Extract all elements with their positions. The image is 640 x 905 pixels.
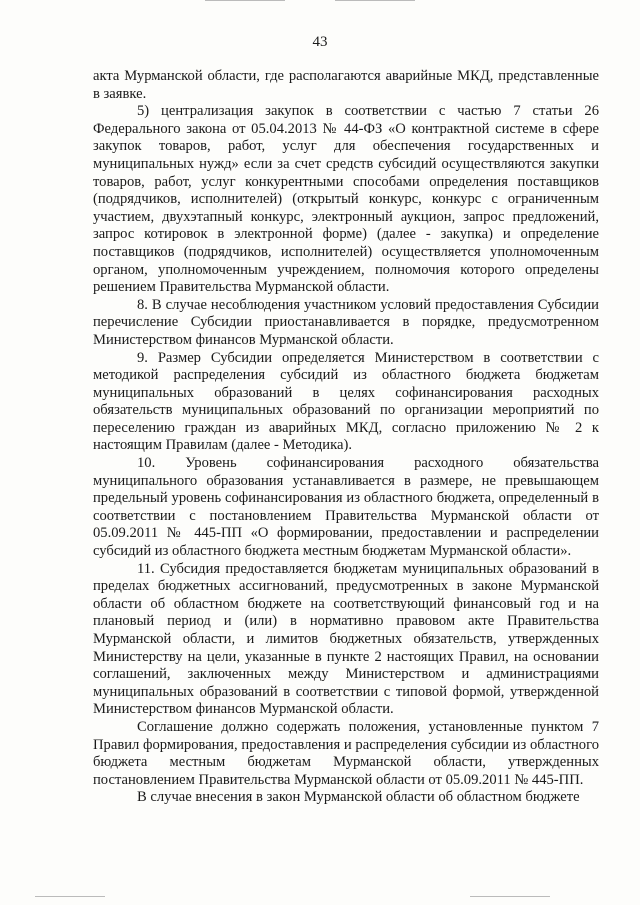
paragraph-final: В случае внесения в закон Мурманской области об областном бюджете (137, 789, 580, 806)
scan-edge-bottom-left (35, 896, 105, 897)
scan-edge-bottom-right (470, 896, 550, 897)
paragraph-clause-9: 9. Размер Субсидии определяется Министерством в соответствии с методикой распределения субсидий из областного бюджета бюджетам муниципальных образований в целях софинансирования расходных обязательств муниципальных образований по организации мероприятий по переселению граждан из аварийных МКД, согласно приложению № 2 к настоящим Правилам (далее - Методика). (93, 349, 599, 454)
paragraph-continuation: акта Мурманской области, где располагаются аварийные МКД, представленные в заявке. (93, 68, 599, 102)
scan-edge-top-left (205, 0, 285, 1)
paragraph-clause-11: 11. Субсидия предоставляется бюджетам муниципальных образований в пределах бюджетных ассигнований, предусмотренных в законе Мурманской области об областном бюджете на соответствующий финансовый год и на плановый период и (или) в нормативно правовом акте Правительства Мурманской области, и лимитов бюджетных обязательств, утвержденных Министерству на цели, указанные в пункте 2 настоящих Правил, на основании соглашений, заключенных между Министерством и администрациями муниципальных образований в соответствии с типовой формой, утвержденной Министерством финансов Мурманской области. (93, 560, 599, 718)
document-body (93, 68, 599, 807)
paragraph-agreement: Соглашение должно содержать положения, установленные пунктом 7 Правил формирования, предоставления и распределения субсидии из областного бюджета местным бюджетам Мурманской области, утвержденных постановлением Правительства Мурманской области от 05.09.2011 № 445-ПП. (93, 718, 599, 788)
scan-edge-top-right (335, 0, 415, 1)
page-number: 43 (312, 34, 328, 50)
paragraph-clause-10: 10. Уровень софинансирования расходного обязательства муниципального образования устанавливается в размере, не превышающем предельный уровень софинансирования из областного бюджета, определенный в соответствии с постановлением Правительства Мурманской области от 05.09.2011 № 445-ПП «О формировании, предоставлении и распределении субсидий из областного бюджета местным бюджетам Мурманской области». (93, 455, 599, 560)
paragraph-item-5: 5) централизация закупок в соответствии с частью 7 статьи 26 Федерального закона от 05.04.2013 № 44-ФЗ «О контрактной системе в сфере закупок товаров, работ, услуг для обеспечения государственных и муниципальных нужд» если за счет средств субсидий осуществляются закупки товаров, работ, услуг конкурентными способами определения поставщиков (подрядчиков, исполнителей) (открытый конкурс, конкурс с ограниченным участием, двухэтапный конкурс, электронный аукцион, запрос предложений, запрос котировок в электронной форме) (далее - закупка) и определение поставщиков (подрядчиков, исполнителей) осуществляется уполномоченным органом, уполномоченным учреждением, полномочия которого определены решением Правительства Мурманской области. (93, 103, 599, 296)
paragraph-clause-8: 8. В случае несоблюдения участником условий предоставления Субсидии перечисление Субсидии приостанавливается в порядке, предусмотренном Министерством финансов Мурманской области. (93, 296, 599, 348)
